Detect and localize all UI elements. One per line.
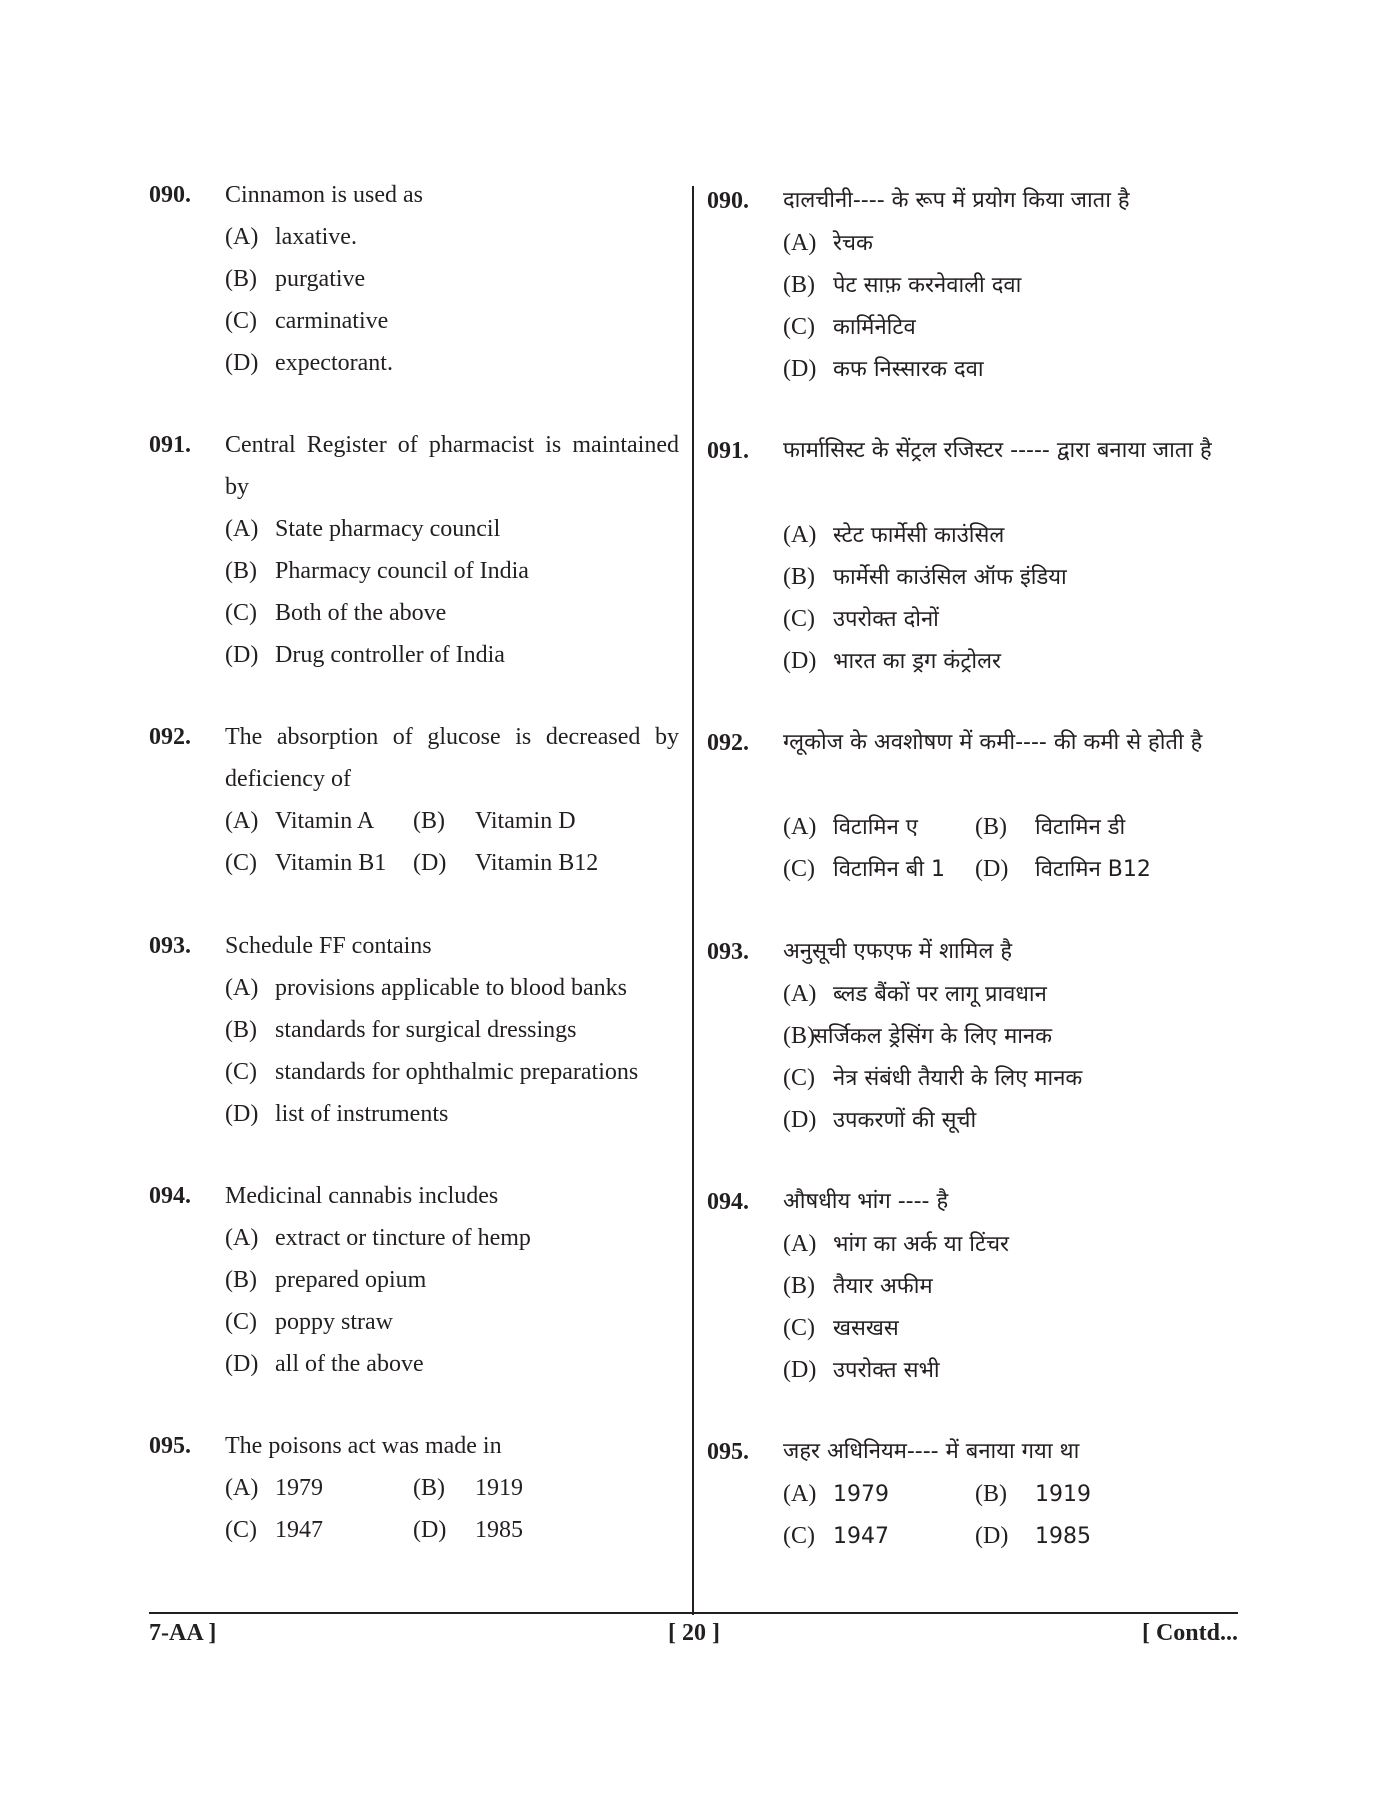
option-a: [225, 967, 627, 1009]
option-a: [783, 806, 918, 848]
question-text: The absorption of glucose is decreased by deficiency of: [225, 724, 679, 792]
option-letter: (D): [783, 1357, 817, 1383]
option-b: [783, 556, 1067, 598]
option-text: ब्लड बैंकों पर लागू प्रावधान: [833, 982, 1047, 1007]
option-d: [783, 1349, 940, 1391]
option-letter: (D): [225, 1101, 259, 1127]
option-letter: (D): [225, 642, 259, 668]
option-text: Pharmacy council of India: [275, 558, 529, 584]
option-c: [783, 598, 939, 640]
option-letter: (A): [225, 1475, 259, 1501]
option-text: पेट साफ़ करनेवाली दवा: [833, 273, 1022, 298]
option-b: [225, 1009, 577, 1051]
option-letter: (C): [225, 850, 257, 876]
option-letter: (C): [783, 856, 815, 882]
option-letter: (D): [975, 856, 1009, 882]
option-letter: (B): [413, 808, 445, 834]
option-c: [225, 592, 446, 634]
option-letter: (C): [783, 1523, 815, 1549]
option-letter: (D): [225, 1351, 259, 1377]
question-number: 090.: [149, 182, 191, 208]
question-text: फार्मासिस्ट के सेंट्रल रजिस्टर ----- द्वारा बनाया जाता है: [783, 438, 1212, 463]
option-text: 1979: [275, 1475, 323, 1501]
option-text: carminative: [275, 308, 389, 334]
option-a: [783, 1473, 889, 1515]
option-d: [225, 634, 505, 676]
option-letter: (A): [225, 1225, 259, 1251]
option-c: [783, 1307, 899, 1349]
option-text: भांग का अर्क या टिंचर: [833, 1232, 1010, 1257]
option-text: standards for ophthalmic preparations: [275, 1059, 639, 1085]
option-text: 1985: [475, 1517, 523, 1543]
option-letter: (D): [783, 356, 817, 382]
option-b: [783, 264, 1021, 306]
option-letter: (A): [783, 522, 817, 548]
option-c: [783, 1515, 889, 1557]
option-c: [783, 848, 945, 890]
option-c: [783, 306, 916, 348]
option-d: [783, 348, 984, 390]
option-text: 1947: [833, 1524, 889, 1549]
option-text: list of instruments: [275, 1101, 449, 1127]
page-number: [ 20 ]: [668, 1620, 720, 1646]
question-number: 091.: [149, 432, 191, 458]
question-number: 095.: [149, 1433, 191, 1459]
question-number: 090.: [707, 188, 749, 214]
option-letter: (C): [783, 314, 815, 340]
option-a: [783, 1223, 1009, 1265]
option-text: 1919: [475, 1475, 523, 1501]
question-number: 092.: [707, 730, 749, 756]
question-number: 093.: [707, 939, 749, 965]
question-number: 093.: [149, 933, 191, 959]
option-text: रेचक: [833, 231, 873, 256]
option-text: कफ निस्सारक दवा: [833, 357, 984, 382]
option-letter: (A): [225, 224, 259, 250]
option-letter: (C): [783, 1065, 815, 1091]
option-text: 1985: [1035, 1524, 1091, 1549]
option-text: तैयार अफीम: [833, 1274, 933, 1299]
option-text: State pharmacy council: [275, 516, 501, 542]
option-text: laxative.: [275, 224, 357, 250]
option-text: कार्मिनेटिव: [833, 315, 916, 340]
option-a: [783, 514, 1004, 556]
option-text: Vitamin B12: [475, 850, 599, 876]
option-letter: (C): [225, 600, 257, 626]
option-text: उपकरणों की सूची: [833, 1108, 977, 1133]
option-letter: (B): [783, 1023, 815, 1049]
option-text: नेत्र संबंधी तैयारी के लिए मानक: [833, 1066, 1083, 1091]
option-a: [225, 216, 357, 258]
option-letter: (B): [783, 564, 815, 590]
option-text: फार्मेसी काउंसिल ऑफ इंडिया: [833, 565, 1067, 590]
option-a: [783, 222, 873, 264]
option-text: सर्जिकल ड्रेसिंग के लिए मानक: [813, 1024, 1053, 1049]
question-text: Medicinal cannabis includes: [225, 1183, 499, 1209]
option-text: विटामिन डी: [1035, 815, 1126, 840]
option-letter: (B): [413, 1475, 445, 1501]
option-letter: (B): [783, 272, 815, 298]
question-text: ग्लूकोज के अवशोषण में कमी---- की कमी से होती है: [783, 730, 1203, 755]
option-b: [413, 800, 576, 842]
option-letter: (C): [225, 1309, 257, 1335]
option-text: उपरोक्त सभी: [833, 1358, 940, 1383]
option-c: [225, 1301, 393, 1343]
option-d: [225, 1093, 448, 1135]
option-text: स्टेट फार्मेसी काउंसिल: [833, 523, 1005, 548]
option-text: prepared opium: [275, 1267, 427, 1293]
option-b: [413, 1467, 523, 1509]
option-b: [783, 1265, 933, 1307]
option-letter: (A): [783, 1481, 817, 1507]
question-text: अनुसूची एफएफ में शामिल है: [783, 939, 1013, 964]
option-d: [225, 342, 393, 384]
option-letter: (B): [225, 266, 257, 292]
option-c: [225, 1051, 638, 1093]
option-letter: (D): [225, 350, 259, 376]
option-letter: (B): [783, 1273, 815, 1299]
option-letter: (C): [225, 308, 257, 334]
option-letter: (A): [225, 808, 259, 834]
option-c: [783, 1057, 1082, 1099]
continued-label: [ Contd...: [1141, 1620, 1238, 1646]
option-text: Vitamin B1: [275, 850, 387, 876]
option-letter: (C): [783, 1315, 815, 1341]
option-text: provisions applicable to blood banks: [275, 975, 627, 1001]
option-letter: (C): [225, 1517, 257, 1543]
option-text: विटामिन ए: [833, 815, 918, 840]
option-c: [225, 300, 388, 342]
option-letter: (B): [225, 1017, 257, 1043]
question-text: दालचीनी---- के रूप में प्रयोग किया जाता है: [783, 188, 1130, 213]
option-b: [225, 1259, 426, 1301]
question-number: 091.: [707, 438, 749, 464]
option-letter: (C): [225, 1059, 257, 1085]
option-letter: (D): [413, 850, 447, 876]
option-letter: (A): [783, 230, 817, 256]
option-d: [225, 1343, 424, 1385]
option-c: [225, 1509, 323, 1551]
option-b: [225, 550, 529, 592]
booklet-code: 7-AA ]: [149, 1620, 217, 1646]
question-text: Central Register of pharmacist is maintained by: [225, 432, 679, 500]
option-d: [413, 842, 598, 884]
option-letter: (A): [783, 1231, 817, 1257]
option-text: expectorant.: [275, 350, 393, 376]
option-b: [783, 1015, 1052, 1057]
option-text: Vitamin D: [475, 808, 576, 834]
column-divider: [692, 186, 694, 1615]
option-text: Vitamin A: [275, 808, 375, 834]
option-text: Both of the above: [275, 600, 447, 626]
option-letter: (B): [225, 558, 257, 584]
option-letter: (B): [225, 1267, 257, 1293]
option-d: [413, 1509, 523, 1551]
option-text: 1919: [1035, 1482, 1091, 1507]
option-b: [975, 1473, 1091, 1515]
question-number: 094.: [149, 1183, 191, 1209]
option-text: Drug controller of India: [275, 642, 505, 668]
question-number: 095.: [707, 1439, 749, 1465]
option-text: standards for surgical dressings: [275, 1017, 577, 1043]
option-b: [975, 806, 1125, 848]
option-letter: (A): [783, 981, 817, 1007]
option-text: purgative: [275, 266, 366, 292]
question-text: औषधीय भांग ---- है: [783, 1189, 949, 1214]
option-letter: (A): [783, 814, 817, 840]
option-letter: (B): [975, 814, 1007, 840]
option-text: 1947: [275, 1517, 323, 1543]
option-a: [225, 1467, 323, 1509]
question-text: Cinnamon is used as: [225, 182, 423, 208]
option-d: [783, 640, 1001, 682]
option-letter: (D): [783, 1107, 817, 1133]
option-b: [225, 258, 365, 300]
option-letter: (C): [783, 606, 815, 632]
option-letter: (D): [975, 1523, 1009, 1549]
option-text: extract or tincture of hemp: [275, 1225, 531, 1251]
option-a: [225, 1217, 531, 1259]
option-letter: (A): [225, 516, 259, 542]
option-text: all of the above: [275, 1351, 424, 1377]
question-number: 094.: [707, 1189, 749, 1215]
option-letter: (D): [413, 1517, 447, 1543]
option-text: विटामिन बी 1: [833, 857, 946, 882]
option-c: [225, 842, 386, 884]
option-a: [225, 800, 374, 842]
option-text: उपरोक्त दोनों: [833, 607, 939, 632]
option-letter: (D): [783, 648, 817, 674]
question-text: Schedule FF contains: [225, 933, 432, 959]
option-text: 1979: [833, 1482, 889, 1507]
option-d: [783, 1099, 976, 1141]
option-d: [975, 848, 1151, 890]
question-text: The poisons act was made in: [225, 1433, 502, 1459]
option-text: poppy straw: [275, 1309, 393, 1335]
option-a: [225, 508, 500, 550]
option-text: विटामिन B12: [1035, 857, 1151, 882]
option-letter: (A): [225, 975, 259, 1001]
option-text: भारत का ड्रग कंट्रोलर: [833, 649, 1002, 674]
option-letter: (B): [975, 1481, 1007, 1507]
question-number: 092.: [149, 724, 191, 750]
question-text: जहर अधिनियम---- में बनाया गया था: [783, 1439, 1080, 1464]
option-d: [975, 1515, 1091, 1557]
option-a: [783, 973, 1047, 1015]
option-text: खसखस: [833, 1316, 899, 1341]
